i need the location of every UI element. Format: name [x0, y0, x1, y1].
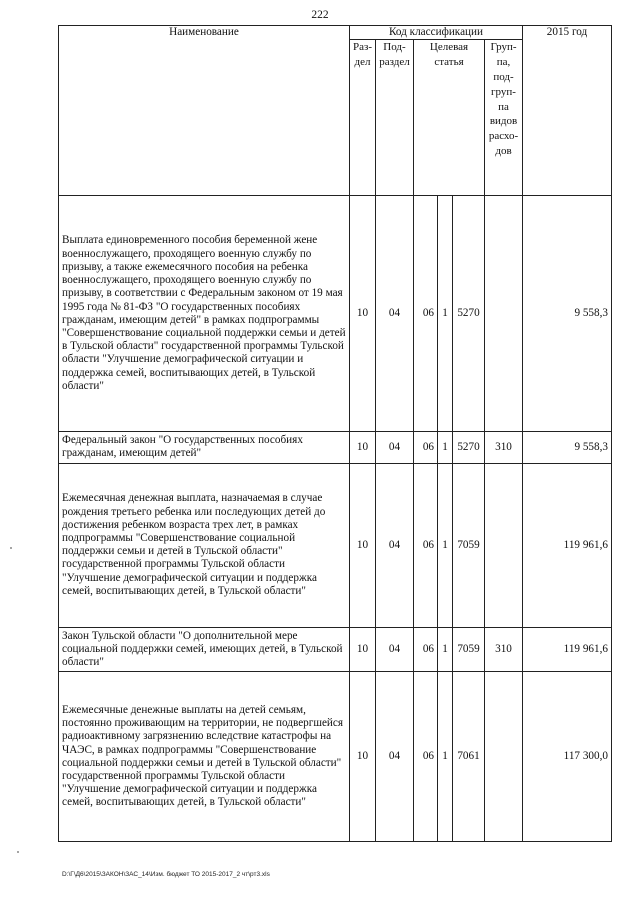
table-row	[59, 463, 612, 627]
row-group	[485, 672, 523, 842]
row-target-code: 5270	[453, 196, 485, 432]
row-amount: 9 558,3	[523, 196, 612, 432]
row-subsection: 04	[376, 432, 414, 463]
row-section: 10	[350, 672, 376, 842]
table-header	[59, 26, 612, 196]
row-section: 10	[350, 196, 376, 432]
row-target-program: 06	[414, 196, 438, 432]
header-subsection: Под- раздел	[376, 40, 414, 196]
scan-speck	[17, 851, 19, 853]
row-subsection: 04	[376, 672, 414, 842]
budget-table	[58, 25, 612, 842]
header-name: Наименование	[59, 26, 350, 196]
row-target-subprogram: 1	[438, 196, 453, 432]
row-amount: 119 961,6	[523, 627, 612, 672]
row-target-program: 06	[414, 627, 438, 672]
table-row	[59, 432, 612, 463]
page-number: 222	[311, 9, 329, 21]
header-section: Раз- дел	[350, 40, 376, 196]
row-group: 310	[485, 627, 523, 672]
row-name: Ежемесячная денежная выплата, назначаемая в случае рождения третьего ребенка или последующих детей до достижения ребенком возраста трех лет, в рамках подпрограммы "Совершенствование социальной поддержки семьи и детей в Тульской области" государственной программы Тульской области "Улучшение демографической ситуации и поддержка семей, воспитывающих детей, в Тульской области"	[59, 463, 350, 627]
footer-file-path: D:\Г\Д6\2015\ЗАКОН\ЗАС_14\Изм. бюджет ТО 2015-2017_2 чт\рт3.xls	[62, 871, 270, 878]
header-year: 2015 год	[523, 26, 612, 196]
row-amount: 117 300,0	[523, 672, 612, 842]
row-target-subprogram: 1	[438, 463, 453, 627]
table-row	[59, 627, 612, 672]
header-group: Груп- па, под- груп- па видов расхо- дов	[485, 40, 523, 196]
row-subsection: 04	[376, 463, 414, 627]
table-body	[59, 196, 612, 842]
row-target-code: 7061	[453, 672, 485, 842]
row-amount: 9 558,3	[523, 432, 612, 463]
table-row	[59, 196, 612, 432]
row-group	[485, 196, 523, 432]
row-section: 10	[350, 627, 376, 672]
row-target-program: 06	[414, 672, 438, 842]
row-section: 10	[350, 463, 376, 627]
header-target: Целевая статья	[414, 40, 485, 196]
row-target-program: 06	[414, 432, 438, 463]
row-name: Закон Тульской области "О дополнительной мере социальной поддержки семей, имеющих детей, в Тульской области"	[59, 627, 350, 672]
scan-speck	[10, 547, 12, 549]
row-target-program: 06	[414, 463, 438, 627]
table-row	[59, 672, 612, 842]
row-name: Федеральный закон "О государственных пособиях гражданам, имеющим детей"	[59, 432, 350, 463]
row-target-code: 5270	[453, 432, 485, 463]
row-target-code: 7059	[453, 463, 485, 627]
header-classification: Код классификации	[350, 26, 523, 40]
row-target-subprogram: 1	[438, 432, 453, 463]
row-group: 310	[485, 432, 523, 463]
row-amount: 119 961,6	[523, 463, 612, 627]
row-target-code: 7059	[453, 627, 485, 672]
row-target-subprogram: 1	[438, 627, 453, 672]
row-target-subprogram: 1	[438, 672, 453, 842]
row-section: 10	[350, 432, 376, 463]
row-group	[485, 463, 523, 627]
row-subsection: 04	[376, 627, 414, 672]
row-name: Выплата единовременного пособия беременной жене военнослужащего, проходящего военную службу по призыву, а также ежемесячного пособия на ребенка военнослужащего, проходящего военную службу по призыву, в соответствии с Федеральным законом от 19 мая 1995 года № 81-ФЗ "О государственных пособиях гражданам, имеющим детей" в рамках подпрограммы "Совершенствование социальной поддержки семьи и детей в Тульской области" государственной программы Тульской области "Улучшение демографической ситуации и поддержка семей, воспитывающих детей, в Тульской области"	[59, 196, 350, 432]
row-name: Ежемесячные денежные выплаты на детей семьям, постоянно проживающим на территории, не подвергшейся радиоактивному загрязнению вследствие катастрофы на ЧАЭС, в рамках подпрограммы "Совершенствование социальной поддержки семьи и детей в Тульской области" государственной программы Тульской области "Улучшение демографической ситуации и поддержка семей, воспитывающих детей, в Тульской области"	[59, 672, 350, 842]
row-subsection: 04	[376, 196, 414, 432]
